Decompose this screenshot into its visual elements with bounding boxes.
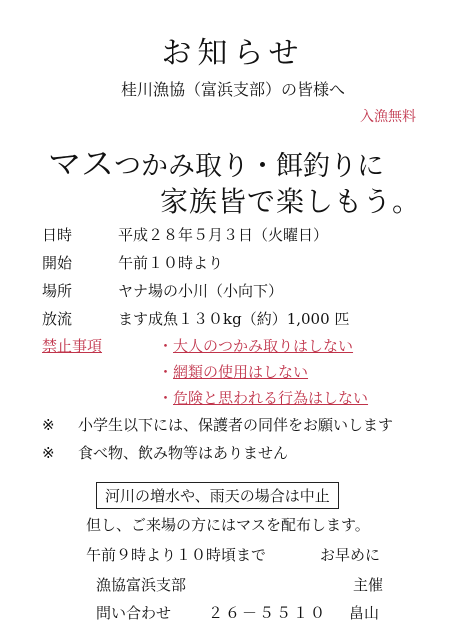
headline-emphasis: マス [48,144,114,183]
note-guardian [42,414,393,435]
note-food [42,442,288,463]
headline-line-1 [48,138,384,185]
organizer-role: 主催 [353,576,384,594]
detail-label: 放流 [42,310,73,328]
prohibited-label: 禁止事項 [42,337,103,355]
free-fishing-badge: 入漁無料 [360,109,416,125]
note-mark: ※ [42,444,55,462]
detail-value: ます成魚１３０kg（約）1,000 匹 [118,310,350,328]
contact-name: 畠山 [349,604,380,622]
detail-row-date [42,224,328,245]
come-early-note: お早めに [320,546,381,564]
detail-value: 平成２８年５月３日（火曜日） [118,226,329,244]
note-text: 食べ物、飲み物等はありません [78,444,289,462]
detail-value: 午前１０時より [118,254,224,272]
detail-row-place [42,280,283,301]
note-text: 小学生以下には、保護者の同伴をお願いします [78,416,394,434]
contact-label: 問い合わせ [96,604,172,622]
detail-label: 日時 [42,226,73,244]
prohibited-item: ・危険と思われる行為はしない [158,389,369,407]
cancellation-notice: 河川の増水や、雨天の場合は中止 [96,482,339,509]
prohibited-item: ・網類の使用はしない [158,363,309,381]
note-mark: ※ [42,416,55,434]
headline-rest: つかみ取り・餌釣りに [114,151,384,182]
organizer-name: 漁協富浜支部 [96,576,187,594]
headline-line-2: 家族皆で楽しもう。 [160,185,422,218]
detail-value: ヤナ場の小川（小向下） [118,282,284,300]
time-range: 午前９時より１０時頃まで [86,546,267,564]
distribution-note: 但し、ご来場の方にはマスを配布します。 [86,516,370,534]
detail-row-start [42,252,223,273]
detail-label: 場所 [42,282,73,300]
page-title: お知らせ [161,36,305,71]
contact-number: ２６－５５１０ [208,604,328,622]
detail-row-release [42,308,349,329]
prohibited-item: ・大人のつかみ取りはしない [158,337,354,355]
page-subtitle: 桂川漁協（富浜支部）の皆様へ [120,80,345,99]
detail-label: 開始 [42,254,73,272]
